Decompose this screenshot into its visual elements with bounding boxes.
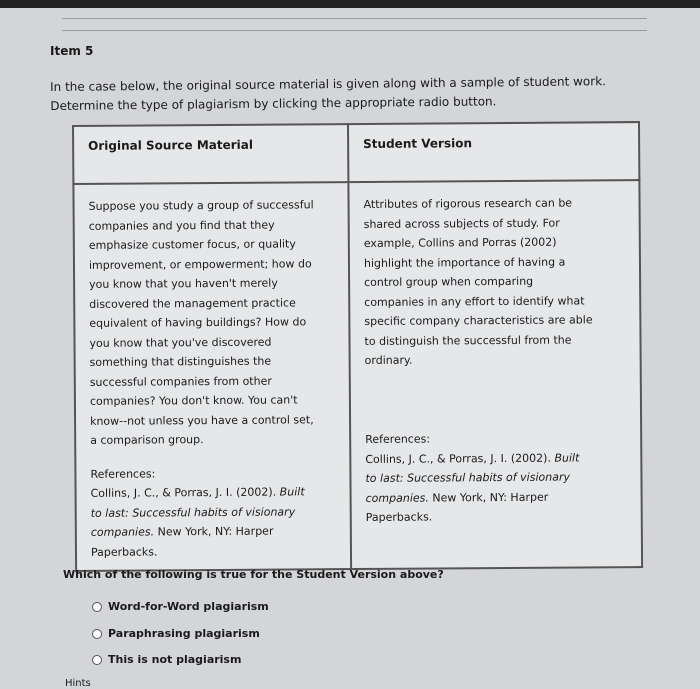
header-original: Original Source Material xyxy=(73,124,348,184)
ref-publisher: New York, NY: Harper xyxy=(154,524,274,539)
student-cell xyxy=(348,180,642,569)
text-line: companies? You don't know. You can't xyxy=(89,393,298,408)
ref-authors: Collins, J. C., & Porras, J. I. (2002). xyxy=(365,451,555,466)
ref-title: companies. xyxy=(90,525,155,539)
divider xyxy=(62,18,647,19)
instructions xyxy=(50,72,606,116)
text-line: a comparison group. xyxy=(90,433,204,447)
ref-title: to last: Successful habits of visionary xyxy=(365,470,570,485)
text-line: equivalent of having buildings? How do xyxy=(89,315,307,330)
question: Which of the following is true for the Student Version above? xyxy=(63,568,444,581)
text-line: something that distinguishes the xyxy=(89,354,272,369)
references-label: References: xyxy=(365,432,431,446)
ref-title: Built xyxy=(554,450,580,465)
option-paraphrasing[interactable] xyxy=(92,627,260,640)
ref-publisher: Paperbacks. xyxy=(90,544,158,559)
ref-title: to last: Successful habits of visionary xyxy=(90,504,296,520)
top-bar xyxy=(0,0,700,8)
radio-button[interactable] xyxy=(92,602,102,612)
original-cell xyxy=(73,182,351,571)
text-line: improvement, or empowerment; how do xyxy=(88,256,312,272)
option-label[interactable]: Word-for-Word plagiarism xyxy=(108,600,269,613)
text-line: to distinguish the successful from the xyxy=(364,333,572,348)
ref-publisher: Paperbacks. xyxy=(365,510,433,524)
text-line: you know that you've discovered xyxy=(89,335,272,350)
text-line: you know that you haven't merely xyxy=(89,276,278,291)
ref-title: companies. xyxy=(365,491,429,505)
references-label: References: xyxy=(90,466,156,481)
ref-authors: Collins, J. C., & Porras, J. I. (2002). xyxy=(90,485,280,500)
student-references xyxy=(365,428,627,527)
text-line: example, Collins and Porras (2002) xyxy=(363,235,557,250)
text-line: control group when comparing xyxy=(364,274,534,289)
header-student: Student Version xyxy=(348,122,639,182)
ref-publisher: New York, NY: Harper xyxy=(428,490,549,505)
option-not-plagiarism[interactable] xyxy=(92,653,241,666)
text-line: companies and you find that they xyxy=(88,218,275,233)
instructions-line: In the case below, the original source material is given along with a sample of student work. xyxy=(50,74,606,94)
text-line: shared across subjects of study. For xyxy=(363,216,560,231)
divider xyxy=(62,30,647,31)
option-word-for-word[interactable] xyxy=(92,600,269,613)
text-line: ordinary. xyxy=(364,353,413,367)
radio-button[interactable] xyxy=(92,655,102,665)
text-line: companies in any effort to identify what xyxy=(364,293,585,309)
text-line: specific company characteristics are able xyxy=(364,313,593,328)
instructions-line: Determine the type of plagiarism by clicking the appropriate radio button. xyxy=(50,94,497,113)
item-title: Item 5 xyxy=(50,44,94,58)
option-label[interactable]: This is not plagiarism xyxy=(108,653,242,666)
text-line: Suppose you study a group of successful xyxy=(88,198,314,213)
text-line: know--not unless you have a control set, xyxy=(90,412,314,428)
hints-link[interactable]: Hints xyxy=(65,678,91,689)
radio-button[interactable] xyxy=(92,629,102,639)
text-line: successful companies from other xyxy=(89,374,272,389)
comparison-table xyxy=(72,121,643,572)
original-references xyxy=(90,463,336,562)
ref-title: Built xyxy=(279,485,305,499)
option-label[interactable]: Paraphrasing plagiarism xyxy=(108,627,260,640)
text-line: emphasize customer focus, or quality xyxy=(88,237,296,252)
text-line: highlight the importance of having a xyxy=(363,255,566,270)
text-line: discovered the management practice xyxy=(89,295,296,311)
text-line: Attributes of rigorous research can be xyxy=(363,196,573,211)
